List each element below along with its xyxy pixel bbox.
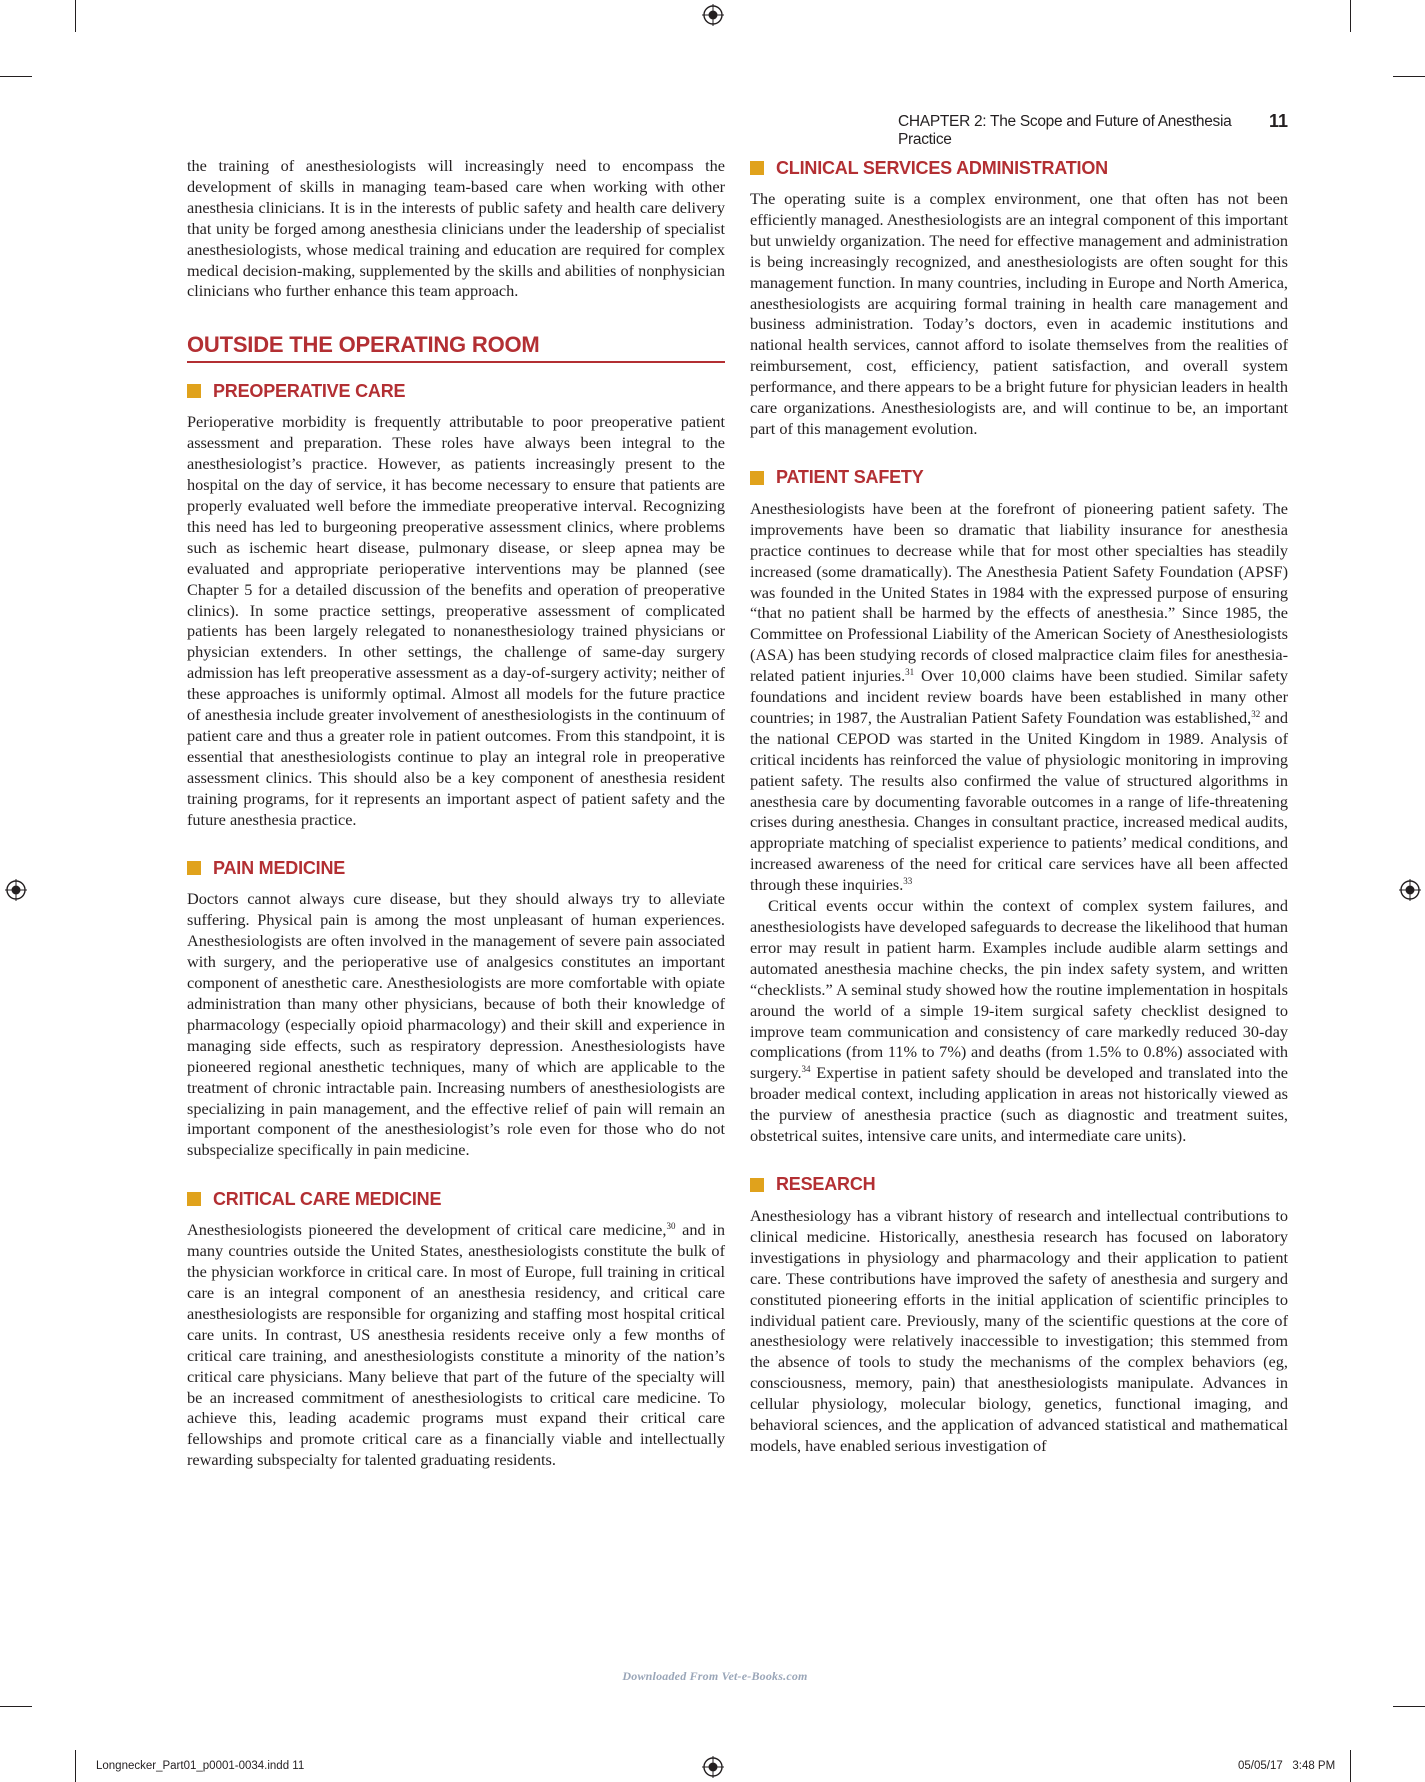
- subheading-text: CLINICAL SERVICES ADMINISTRATION: [776, 157, 1108, 178]
- research-paragraph: Anesthesiology has a vibrant history of research and intellectual contributions to clinical medicine. Historically, anesthesia research has focused on laboratory investigations in physiology and pharmacology and their application to patient care. These contributions have improved the safety of anesthesia and surgery and constituted pioneering efforts in the initial application of scientific principles to individual patient care. Previously, many of the scientific questions at the core of anesthesiology were relatively inaccessible to investigation; this stemmed from the absence of tools to study the mechanisms of the complex behaviors (eg, consciousness, memory, pain) that anesthesiologists manipulate. Advances in cellular physiology, molecular biology, genetics, functional imaging, and behavioral sciences, and the application of advanced statistical and mathematical models, have enabled serious investigation of: [750, 1205, 1288, 1455]
- square-bullet-icon: [187, 1192, 201, 1206]
- subheading-text: PATIENT SAFETY: [776, 467, 924, 488]
- file-slug: Longnecker_Part01_p0001-0034.indd 11: [96, 1760, 305, 1772]
- critical-care-paragraph: Anesthesiologists pioneered the development of critical care medicine,$^{30}$ and in many countries outside the United States, anesthesiologists constitute the bulk of the physician workforce in critical care. In most of Europe, full training in critical care is an integral component of an anesthesia residency, and critical care anesthesiologists are responsible for organizing and staffing most hospital critical care units. In contrast, US anesthesia residents receive only a few months of critical care training, and anesthesiologists constitute a minority of the nation’s critical care physicians. Many believe that part of the future of the specialty will be an increased commitment of anesthesiologists to critical care medicine. To achieve this, leading academic programs must expand their critical care fellowships and promote critical care as a financially viable and intellectually rewarding subspecialty for talented graduating residents.: [187, 1220, 725, 1470]
- subheading-preoperative-care: [187, 379, 725, 403]
- subheading-text: PREOPERATIVE CARE: [213, 380, 406, 401]
- square-bullet-icon: [187, 384, 201, 398]
- preoperative-care-paragraph: Perioperative morbidity is frequently attributable to poor preoperative patient assessment and preparation. These roles have always been integral to the anesthesiologist’s practice. However, as patients increasingly present to the hospital on the day of service, it has become necessary to ensure that patients are properly evaluated well before the immediate preoperative interval. Recognizing this need has led to burgeoning preoperative assessment clinics, where problems such as ischemic heart disease, pulmonary disease, or sleep apnea may be evaluated and appropriate perioperative interventions may be planned (see Chapter 5 for a detailed discussion of the benefits and operation of preoperative clinics). In some practice settings, preoperative assessment of complicated patients has been largely relegated to nonanesthesiology trained physicians or physician extenders. In other settings, the challenge of same-day surgery admission has left preoperative assessment as a day-of-surgery activity; neither of these approaches is uniformly optimal. Almost all models for the future practice of anesthesia include greater involvement of anesthesiologists in the continuum of patient care and thus a greater role in patient outcomes. From this standpoint, it is essential that anesthesiologists continue to play an integral role in preoperative assessment clinics. This should also be a key component of anesthesia resident training programs, for it represents an important aspect of patient safety and the future anesthesia practice.: [187, 412, 725, 829]
- subheading-pain-medicine: [187, 856, 725, 880]
- square-bullet-icon: [750, 471, 764, 485]
- crop-mark-icon: [0, 76, 32, 77]
- crop-mark-icon: [1350, 1750, 1351, 1782]
- crop-mark-icon: [75, 0, 76, 32]
- date-slug: 05/05/17 3:48 PM: [1238, 1760, 1336, 1772]
- page-number: 11: [1268, 111, 1288, 131]
- running-head: [898, 111, 1288, 148]
- pain-medicine-paragraph: Doctors cannot always cure disease, but they should always try to alleviate suffering. Physical pain is among the most unpleasant of human experiences. Anesthesiologists are often involved in the management of severe pain associated with surgery, and the perioperative use of analgesics constitutes an important component of anesthetic care. Anesthesiologists are more comfortable with opiate administration than many other physicians, because of both their knowledge of pharmacology (especially opioid pharmacology) and their skill and experience in managing side effects, such as respiratory depression. Anesthesiologists have pioneered regional anesthetic techniques, many of which are applicable to the treatment of chronic intractable pain. Increasing numbers of anesthesiologists are specializing in pain management, and the effective relief of pain will remain an important component of the anesthesiologist’s role even for those who do not subspecialize specifically in pain medicine.: [187, 889, 725, 1160]
- clinical-services-paragraph: The operating suite is a complex environment, one that often has not been efficiently managed. Anesthesiologists are an integral component of this important but unwieldy organization. The need for effective management and administration is being increasingly recognized, and anesthesiologists are often sought for this management function. In many countries, including in Europe and North America, anesthesiologists are acquiring formal training in health care management and business administration. Today’s doctors, even in academic institutions and national health services, cannot afford to isolate themselves from the realities of reimbursement, cost, efficiency, patient satisfaction, and overall system performance, and there appears to be a bright future for physician leaders in health care organizations. Anesthesiologists are, and will continue to be, an important part of this management evolution.: [750, 189, 1288, 438]
- subheading-text: PAIN MEDICINE: [213, 857, 346, 878]
- section-heading: OUTSIDE THE OPERATING ROOM: [187, 332, 725, 363]
- left-column: [187, 156, 725, 1471]
- crop-mark-icon: [1393, 1706, 1425, 1707]
- subheading-clinical-services: [750, 156, 1288, 180]
- patient-safety-paragraph-1: Anesthesiologists have been at the forefront of pioneering patient safety. The improvements have been so dramatic that liability insurance for anesthesia practice continues to decrease while that for most other specialties has steadily increased (some dramatically). The Anesthesia Patient Safety Foundation (APSF) was founded in the United States in 1984 with the expressed purpose of ensuring “that no patient shall be harmed by the effects of anesthesia.” Since 1985, the Committee on Professional Liability of the American Society of Anesthesiologists (ASA) has been studying records of closed malpractice claim files for anesthesia-related patient injuries.$^{31}$ Over 10,000 claims have been studied. Similar safety foundations and incident review boards have been established in many other countries; in 1987, the Australian Patient Safety Foundation was established,$^{32}$ and the national CEPOD was started in the United Kingdom in 1989. Analysis of critical incidents has reinforced the value of physiologic monitoring in improving patient safety. The results also confirmed the value of structured algorithms in anesthesia care by documenting favorable outcomes in a range of life-threatening crises during anesthesia. Changes in consultant practice, increased medical audits, appropriate matching of specialist experience to patients’ medical conditions, and increased awareness of the need for critical care services have all been affected through these inquiries.$^{33}$: [750, 498, 1289, 895]
- subheading-text: RESEARCH: [776, 1174, 876, 1195]
- registration-mark-icon: [5, 879, 27, 901]
- patient-safety-paragraph-2: Critical events occur within the context of complex system failures, and anesthesiologists have developed safeguards to decrease the likelihood that human error may result in patient harm. Examples include audible alarm settings and automated anesthesia machine checks, the pin index safety system, and written “checklists.” A seminal study showed how the routine implementation in hospitals around the world of a simple 19-item surgical safety checklist designed to improve team communication and consistency of care markedly reduced 30-day complications (from 11% to 7%) and deaths (from 1.5% to 0.8%) associated with surgery.$^{34}$ Expertise in patient safety should be developed and translated into the broader medical context, including application in areas not historically viewed as the purview of anesthesia practice (such as diagnostic and treatment suites, obstetrical suites, intensive care units, and intermediate care units).: [750, 896, 1288, 1146]
- crop-mark-icon: [75, 1750, 76, 1782]
- reference-superscript: 33: [903, 876, 913, 887]
- reference-superscript: 31: [905, 667, 915, 678]
- chapter-title: CHAPTER 2: The Scope and Future of Anesthesia Practice: [898, 113, 1232, 148]
- registration-mark-icon: [702, 4, 724, 26]
- intro-paragraph: the training of anesthesiologists will increasingly need to encompass the development of skills in managing team-based care when working with other anesthesia clinicians. It is in the interests of public safety and health care delivery that unity be forged among anesthesia clinicians under the leadership of specialist anesthesiologists, whose medical training and education are required for complex medical decision-making, supplemented by the skills and abilities of nonphysician clinicians who further enhance this team approach.: [187, 156, 725, 301]
- download-watermark: Downloaded From Vet-e-Books.com: [622, 1669, 808, 1683]
- registration-mark-icon: [1399, 879, 1421, 901]
- square-bullet-icon: [750, 1178, 764, 1192]
- crop-mark-icon: [0, 1706, 32, 1707]
- reference-superscript: 32: [1251, 708, 1261, 719]
- reference-superscript: 34: [801, 1064, 811, 1075]
- registration-mark-icon: [702, 1756, 724, 1778]
- right-column: [750, 156, 1288, 1457]
- subheading-text: CRITICAL CARE MEDICINE: [213, 1188, 442, 1209]
- square-bullet-icon: [187, 861, 201, 875]
- crop-mark-icon: [1350, 0, 1351, 32]
- crop-mark-icon: [1393, 76, 1425, 77]
- square-bullet-icon: [750, 161, 764, 175]
- subheading-patient-safety: [750, 466, 1288, 490]
- subheading-critical-care: [187, 1187, 725, 1211]
- subheading-research: [750, 1173, 1288, 1197]
- reference-superscript: 30: [666, 1221, 676, 1232]
